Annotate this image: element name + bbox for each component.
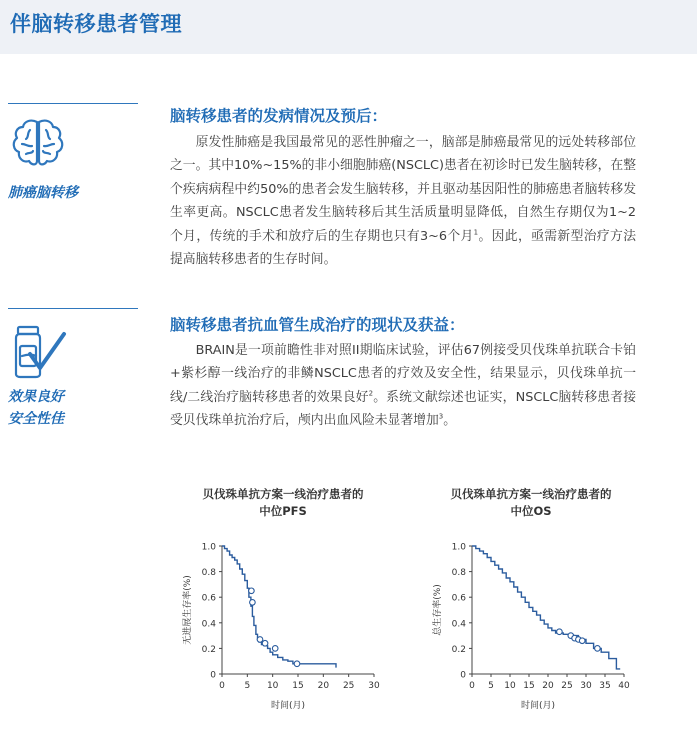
os-censored-mark	[595, 646, 601, 652]
os-x-tick-label: 25	[561, 681, 573, 691]
pfs-x-tick-label: 10	[266, 681, 279, 691]
pfs-censored-mark	[250, 600, 256, 606]
pfs-km-chart	[170, 530, 390, 730]
os-y-tick-label: 0.4	[451, 619, 466, 630]
section2-text-a: BRAIN是一项前瞻性非对照II期临床试验，评估67例接受贝伐珠单抗联合卡铂+紫杉醇一线治疗的非鳞NSCLC患者的疗效及安全性，结果显示，贝伐珠单抗一线/二线治疗脑转移患者的效果良好	[170, 343, 636, 405]
section1-text-a: 原发性肺癌是我国最常见的恶性肿瘤之一，脑部是肺癌最常见的远处转移部位之一。其中10%~15%的非小细胞肺癌(NSCLC)患者在初诊时已发生脑转移，在整个疾病病程中约50%的患者会发生脑转移，并且驱动基因阳性的肺癌患者脑转移发生率更高。NSCLC患者发生脑转移后其生活质量明显降低，自然生存期仅为1~2个月，传统的手术和放疗后的生存期也只有3~6个月	[170, 135, 636, 244]
pfs-censored-mark	[294, 661, 300, 667]
pfs-censored-mark	[262, 640, 268, 646]
section2-side-rule	[8, 308, 138, 309]
pfs-censored-mark	[249, 588, 255, 594]
pfs-chart-title-line2: 中位PFS	[259, 504, 307, 518]
section2-title: 脑转移患者抗血管生成治疗的现状及获益：	[170, 316, 465, 334]
os-x-tick-label: 30	[580, 681, 592, 691]
page-header	[0, 0, 697, 54]
os-x-tick-label: 40	[618, 681, 630, 691]
os-x-tick-label: 10	[504, 681, 516, 691]
os-y-tick-label: 0.8	[451, 568, 466, 579]
pfs-x-tick-label: 15	[292, 681, 304, 691]
pfs-y-tick-label: 1.0	[201, 542, 216, 553]
os-y-axis-label: 总生存率(%)	[433, 584, 443, 636]
ref-3: 3	[438, 412, 444, 421]
pfs-x-tick-label: 30	[368, 681, 380, 691]
pfs-y-tick-label: 0.4	[201, 619, 216, 630]
pfs-chart-title	[178, 486, 388, 520]
pfs-chart-title-line1: 贝伐珠单抗方案一线治疗患者的	[202, 487, 364, 501]
pfs-y-tick-label: 0.8	[201, 568, 216, 579]
os-censored-mark	[579, 638, 585, 644]
os-y-tick-label: 0.2	[451, 644, 466, 655]
pfs-x-tick-label: 20	[317, 681, 330, 691]
os-y-tick-label: 1.0	[451, 542, 466, 553]
medicine-bottle-check-icon	[8, 324, 68, 380]
os-x-tick-label: 20	[542, 681, 554, 691]
os-x-tick-label: 15	[523, 681, 535, 691]
section2-side-label-2: 安全性佳	[8, 411, 64, 427]
section2-text-c: 。	[443, 413, 456, 429]
page-title: 伴脑转移患者管理	[10, 12, 182, 36]
pfs-x-tick-label: 5	[244, 681, 251, 691]
section1-text-b: 。因此，亟需新型治疗方法提高脑转移患者的生存时间。	[170, 228, 636, 268]
section1-title: 脑转移患者的发病情况及预后：	[170, 107, 388, 125]
os-censored-mark	[557, 629, 563, 635]
section2-paragraph	[170, 339, 636, 433]
pfs-x-tick-label: 25	[342, 681, 355, 691]
pfs-censored-mark	[257, 637, 263, 643]
os-x-tick-label: 5	[488, 681, 494, 691]
os-y-tick-label: 0	[460, 670, 466, 681]
os-chart-title	[426, 486, 636, 520]
os-km-chart	[420, 530, 640, 730]
ref-1: 1	[473, 228, 479, 237]
pfs-x-axis-label: 时间(月)	[270, 701, 306, 711]
pfs-y-axis-label: 无进展生存率(%)	[183, 575, 193, 645]
os-x-axis-label: 时间(月)	[520, 701, 556, 711]
pfs-survival-curve	[222, 546, 336, 668]
pfs-y-tick-label: 0.6	[201, 593, 216, 604]
os-chart-title-line2: 中位OS	[510, 504, 552, 518]
section1-side-label: 肺癌脑转移	[8, 185, 78, 201]
os-x-tick-label: 35	[599, 681, 611, 691]
section1-side-rule	[8, 103, 138, 104]
brain-icon	[10, 117, 66, 171]
ref-2: 2	[368, 389, 374, 398]
os-y-tick-label: 0.6	[451, 593, 466, 604]
section2-text-b: 。系统文献综述也证实，NSCLC脑转移患者接受贝伐珠单抗治疗后，颅内出血风险未显著增加	[170, 389, 636, 429]
os-x-tick-label: 0	[469, 681, 475, 691]
pfs-x-tick-label: 0	[219, 681, 225, 691]
pfs-y-tick-label: 0	[210, 670, 216, 681]
pfs-censored-mark	[272, 646, 278, 652]
section1-paragraph	[170, 131, 636, 271]
section2-side-label-1: 效果良好	[8, 389, 64, 405]
pfs-y-tick-label: 0.2	[201, 644, 216, 655]
os-chart-title-line1: 贝伐珠单抗方案一线治疗患者的	[450, 487, 612, 501]
